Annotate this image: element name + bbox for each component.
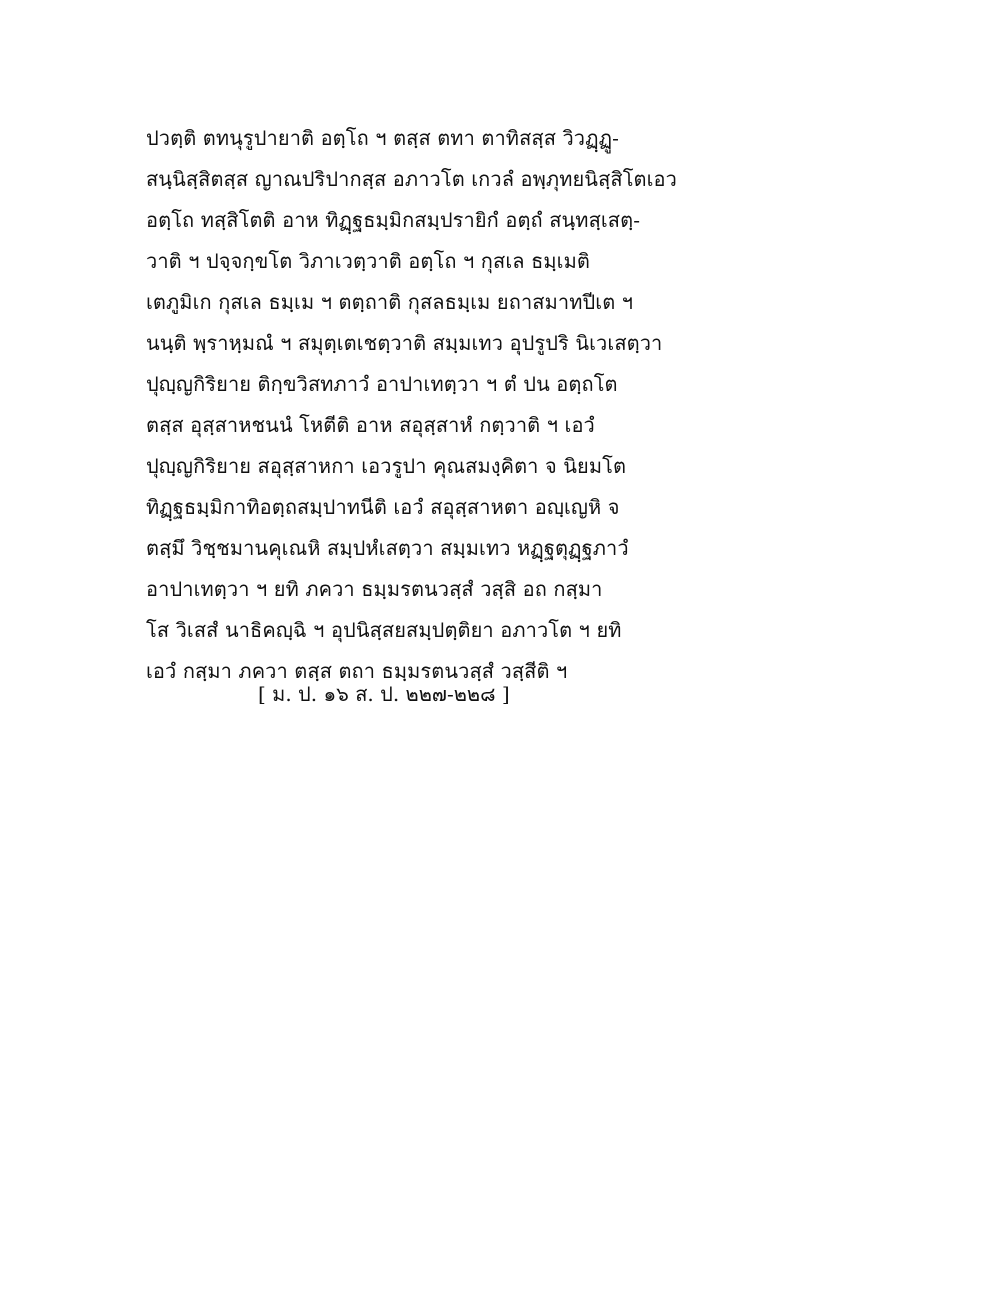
text-line-10: ทิฏฺฐธมฺมิกาทิอตฺถสมฺปาทนีติ เอวํ สอุสฺสาหตา อญฺเญหิ จ	[146, 495, 620, 519]
text-line-7: ปุญฺญกิริยาย ติกฺขวิสทภาวํ อาปาเทตฺวา ฯ ตํ ปน อตฺถโต	[146, 372, 618, 396]
text-line-11: ตสฺมึ วิชฺชมานคุเณหิ สมฺปหํเสตฺวา สมฺมเทว หฏฺฐตุฏฺฐภาวํ	[146, 536, 629, 560]
text-line-1: ปวตฺติ ตทนุรูปายาติ อตฺโถ ฯ ตสฺส ตทา ตาทิสสฺส วิวฏฺฏู-	[146, 126, 620, 150]
source-reference: [ ม. ป. ๑๖ ส. ป. ๒๒๗-๒๒๘ ]	[258, 682, 510, 706]
text-line-9: ปุญฺญกิริยาย สอุสฺสาหกา เอวรูปา คุณสมงฺคิตา จ นิยมโต	[146, 454, 627, 478]
text-line-12: อาปาเทตฺวา ฯ ยทิ ภควา ธมฺมรตนวสฺสํ วสฺสิ อถ กสฺมา	[146, 577, 603, 601]
text-line-13: โส วิเสสํ นาธิคญฺฉิ ฯ อุปนิสฺสยสมฺปตฺติยา อภาวโต ฯ ยทิ	[146, 618, 622, 642]
text-line-8: ตสฺส อุสฺสาหชนนํ โหตีติ อาห สอุสฺสาหํ กตฺวาติ ฯ เอวํ	[146, 413, 595, 437]
text-line-5: เตภูมิเก กุสเล ธมฺเม ฯ ตตฺถาติ กุสลธมฺเม ยถาสมาทปีเต ฯ	[146, 290, 634, 314]
text-line-3: อตฺโถ ทสฺสิโตติ อาห ทิฏฺฐธมฺมิกสมฺปรายิกํ อตฺถํ สนฺทสฺเสตฺ-	[146, 208, 641, 232]
text-line-6: นนฺติ พฺราหฺมณํ ฯ สมุตฺเตเชตฺวาติ สมฺมเทว อุปรูปริ นิเวเสตฺวา	[146, 331, 663, 355]
text-line-4: วาติ ฯ ปจฺจกฺขโต วิภาเวตฺวาติ อตฺโถ ฯ กุสเล ธมฺเมติ	[146, 249, 590, 273]
pali-commentary-paragraph	[146, 118, 746, 692]
text-line-14: เอวํ กสฺมา ภควา ตสฺส ตถา ธมฺมรตนวสฺสํ วสฺสีติ ฯ	[146, 659, 568, 683]
text-line-2: สนฺนิสฺสิตสฺส ญาณปริปากสฺส อภาวโต เกวลํ อพฺภุทยนิสฺสิโตเอว	[146, 167, 678, 191]
